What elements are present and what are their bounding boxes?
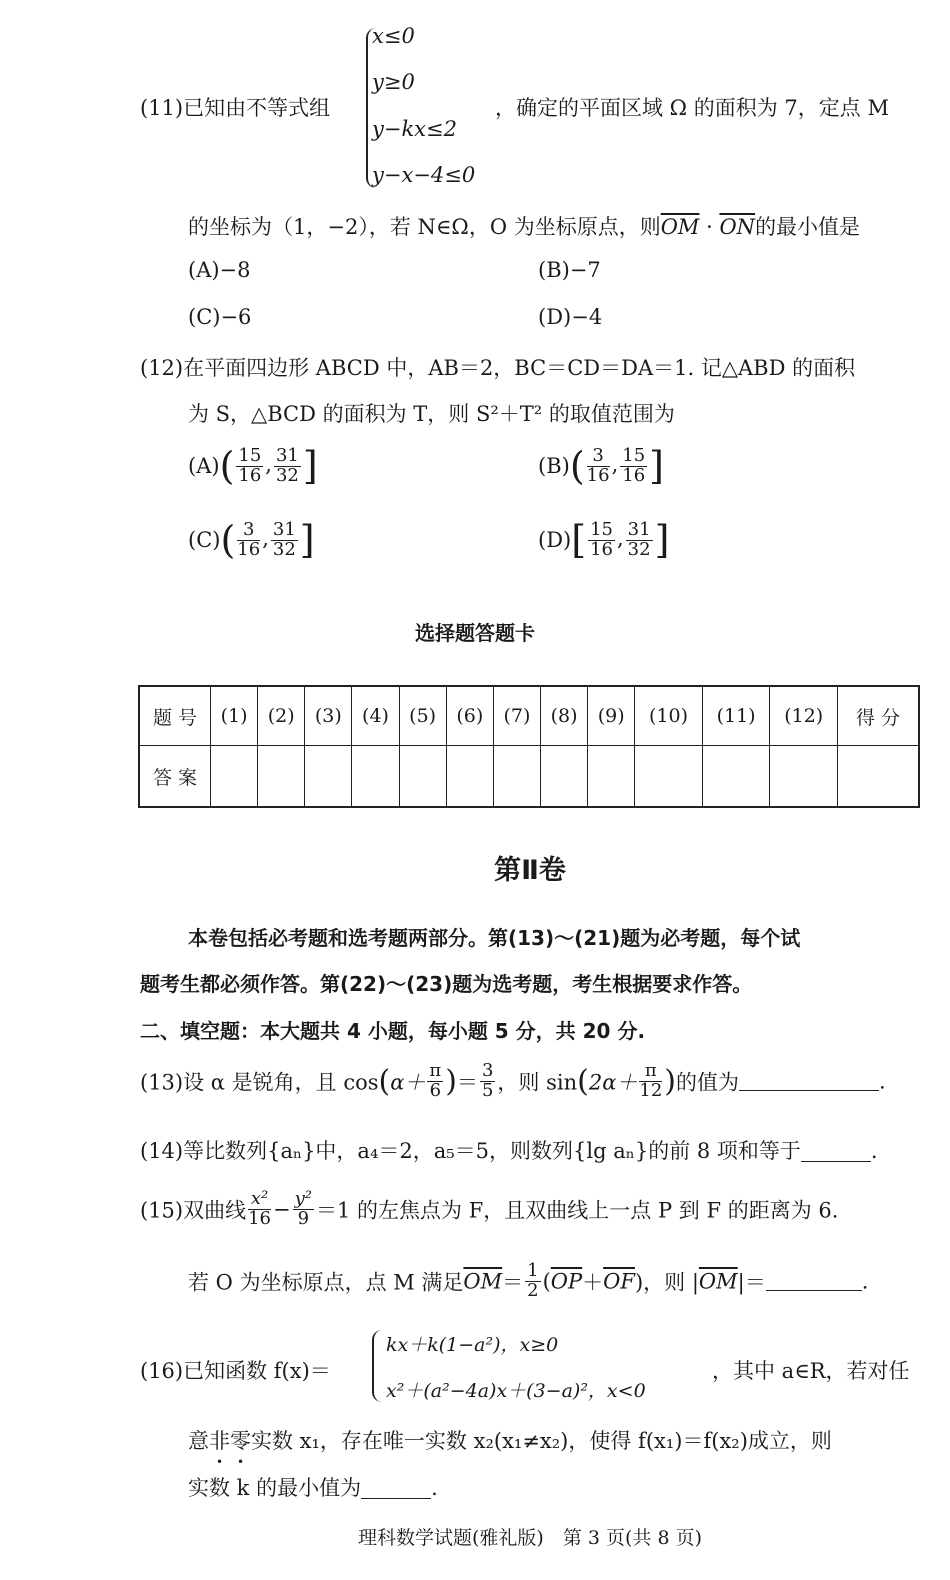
answer-card-col-8: (8) bbox=[540, 686, 587, 746]
answer-card-col-5: (5) bbox=[399, 686, 446, 746]
section2-intro-line2: 题考生都必须作答。第(22)～(23)题为选考题，考生根据要求作答。 bbox=[140, 972, 753, 996]
score-cell[interactable] bbox=[838, 746, 920, 808]
answer-card-col-6: (6) bbox=[446, 686, 493, 746]
q11-option-c: (C)−6 bbox=[188, 305, 252, 329]
answer-cell[interactable] bbox=[446, 746, 493, 808]
q11-ineq-2: y≥0 bbox=[372, 70, 415, 94]
q16-brace bbox=[372, 1330, 382, 1402]
q16-case1: kx＋k(1−a²)，x≥0 bbox=[386, 1334, 559, 1356]
q11-ineq-4: y−x−4≤0 bbox=[372, 163, 476, 187]
answer-card-score: 得 分 bbox=[838, 686, 920, 746]
answer-card-table bbox=[138, 685, 920, 808]
answer-card-col-12: (12) bbox=[770, 686, 838, 746]
answer-card-header-row bbox=[139, 686, 919, 746]
q11-line1-rest: ，确定的平面区域 Ω 的面积为 7，定点 M bbox=[495, 96, 889, 120]
q11-option-b: (B)−7 bbox=[538, 258, 601, 282]
answer-card-col-1: (1) bbox=[211, 686, 258, 746]
q13: (13)设 α 是锐角，且 cos(α＋ $\frac{\pi}{6}$ )＝ $\frac{3}{5}$ ，则 sin(2α＋ $\frac{\pi}{12}$ )的值为 . bbox=[140, 1060, 886, 1101]
q11-option-d: (D)−4 bbox=[538, 305, 603, 329]
q16-answer-blank[interactable] bbox=[361, 1498, 431, 1499]
answer-cell[interactable] bbox=[211, 746, 258, 808]
section2-title: 第Ⅱ卷 bbox=[494, 855, 566, 886]
fill-in-heading: 二、填空题：本大题共 4 小题，每小题 5 分，共 20 分. bbox=[140, 1019, 646, 1043]
answer-cell[interactable] bbox=[588, 746, 635, 808]
answer-cell[interactable] bbox=[305, 746, 352, 808]
answer-card-answer-row bbox=[139, 746, 919, 808]
answer-card-col-4: (4) bbox=[352, 686, 399, 746]
answer-cell[interactable] bbox=[702, 746, 770, 808]
q16-case2: x²＋(a²−4a)x＋(3−a)²，x<0 bbox=[386, 1380, 646, 1402]
answer-card-title: 选择题答题卡 bbox=[415, 621, 535, 645]
q11-ineq-1: x≤0 bbox=[372, 24, 415, 48]
q15-line1: (15)双曲线 $\frac{\text{x²}}{16}$ − $\frac{\text{y²}}{9}$ ＝1 的左焦点为 F，且双曲线上一点 P 到 F 的距离为 6. bbox=[140, 1188, 839, 1229]
answer-card-row-answer: 答 案 bbox=[139, 746, 211, 808]
answer-card-col-7: (7) bbox=[493, 686, 540, 746]
section2-intro-line1: 本卷包括必考题和选考题两部分。第(13)～(21)题为必考题，每个试 bbox=[188, 926, 801, 950]
q11-intro: (11)已知由不等式组 bbox=[140, 96, 331, 120]
q12-option-d: (D)[ $\frac{15}{16}$ , $\frac{31}{32}$ ] bbox=[538, 518, 670, 562]
q14-answer-blank[interactable] bbox=[801, 1161, 871, 1162]
answer-card-row-header: 题 号 bbox=[139, 686, 211, 746]
q13-answer-blank[interactable] bbox=[739, 1090, 879, 1091]
answer-card-col-2: (2) bbox=[258, 686, 305, 746]
q12-option-b: (B)( $\frac{3}{16}$ , $\frac{15}{16}$ ] bbox=[538, 444, 664, 488]
q11-line2: 的坐标为（1，−2），若 N∈Ω，O 为坐标原点，则$\overline{OM} \cdot \overline{ON}$的最小值是 bbox=[188, 215, 861, 239]
q16-line3: 实数 k 的最小值为 . bbox=[188, 1476, 438, 1500]
answer-card-col-10: (10) bbox=[635, 686, 703, 746]
q15-line2: 若 O 为坐标原点，点 M 满足$\overline{OM}=$ $\frac{1}{2}$ $(\overline{OP}+\overline{OF})$，则 $|\overline{OM}|=$ . bbox=[188, 1260, 869, 1301]
q16-line2: 意非零实数 x₁，存在唯一实数 x₂(x₁≠x₂)，使得 f(x₁)＝f(x₂)成立，则 bbox=[188, 1429, 832, 1453]
q12-line2: 为 S，△BCD 的面积为 T，则 S²＋T² 的取值范围为 bbox=[188, 402, 675, 426]
q12-line1: (12)在平面四边形 ABCD 中，AB＝2，BC＝CD＝DA＝1. 记△ABD 的面积 bbox=[140, 356, 856, 380]
answer-cell[interactable] bbox=[770, 746, 838, 808]
answer-card-col-11: (11) bbox=[702, 686, 770, 746]
answer-cell[interactable] bbox=[493, 746, 540, 808]
q11-option-a: (A)−8 bbox=[188, 258, 251, 282]
answer-cell[interactable] bbox=[399, 746, 446, 808]
q16-line1-start: (16)已知函数 f(x)＝ bbox=[140, 1359, 331, 1383]
answer-cell[interactable] bbox=[258, 746, 305, 808]
page-footer: 理科数学试题(雅礼版) 第 3 页(共 8 页) bbox=[358, 1527, 702, 1549]
answer-card-col-3: (3) bbox=[305, 686, 352, 746]
answer-cell[interactable] bbox=[540, 746, 587, 808]
q15-answer-blank[interactable] bbox=[766, 1290, 862, 1291]
q12-option-a: (A)( $\frac{15}{16}$ , $\frac{31}{32}$ ] bbox=[188, 444, 318, 488]
q16-line1-end: ，其中 a∈R，若对任 bbox=[712, 1359, 910, 1383]
q11-ineq-3: y−kx≤2 bbox=[372, 117, 457, 141]
q12-option-c: (C)( $\frac{3}{16}$ , $\frac{31}{32}$ ] bbox=[188, 518, 315, 562]
q14: (14)等比数列{aₙ}中，a₄＝2，a₅＝5，则数列{lg aₙ}的前 8 项和等于 . bbox=[140, 1139, 878, 1163]
answer-cell[interactable] bbox=[635, 746, 703, 808]
answer-card-col-9: (9) bbox=[588, 686, 635, 746]
answer-cell[interactable] bbox=[352, 746, 399, 808]
